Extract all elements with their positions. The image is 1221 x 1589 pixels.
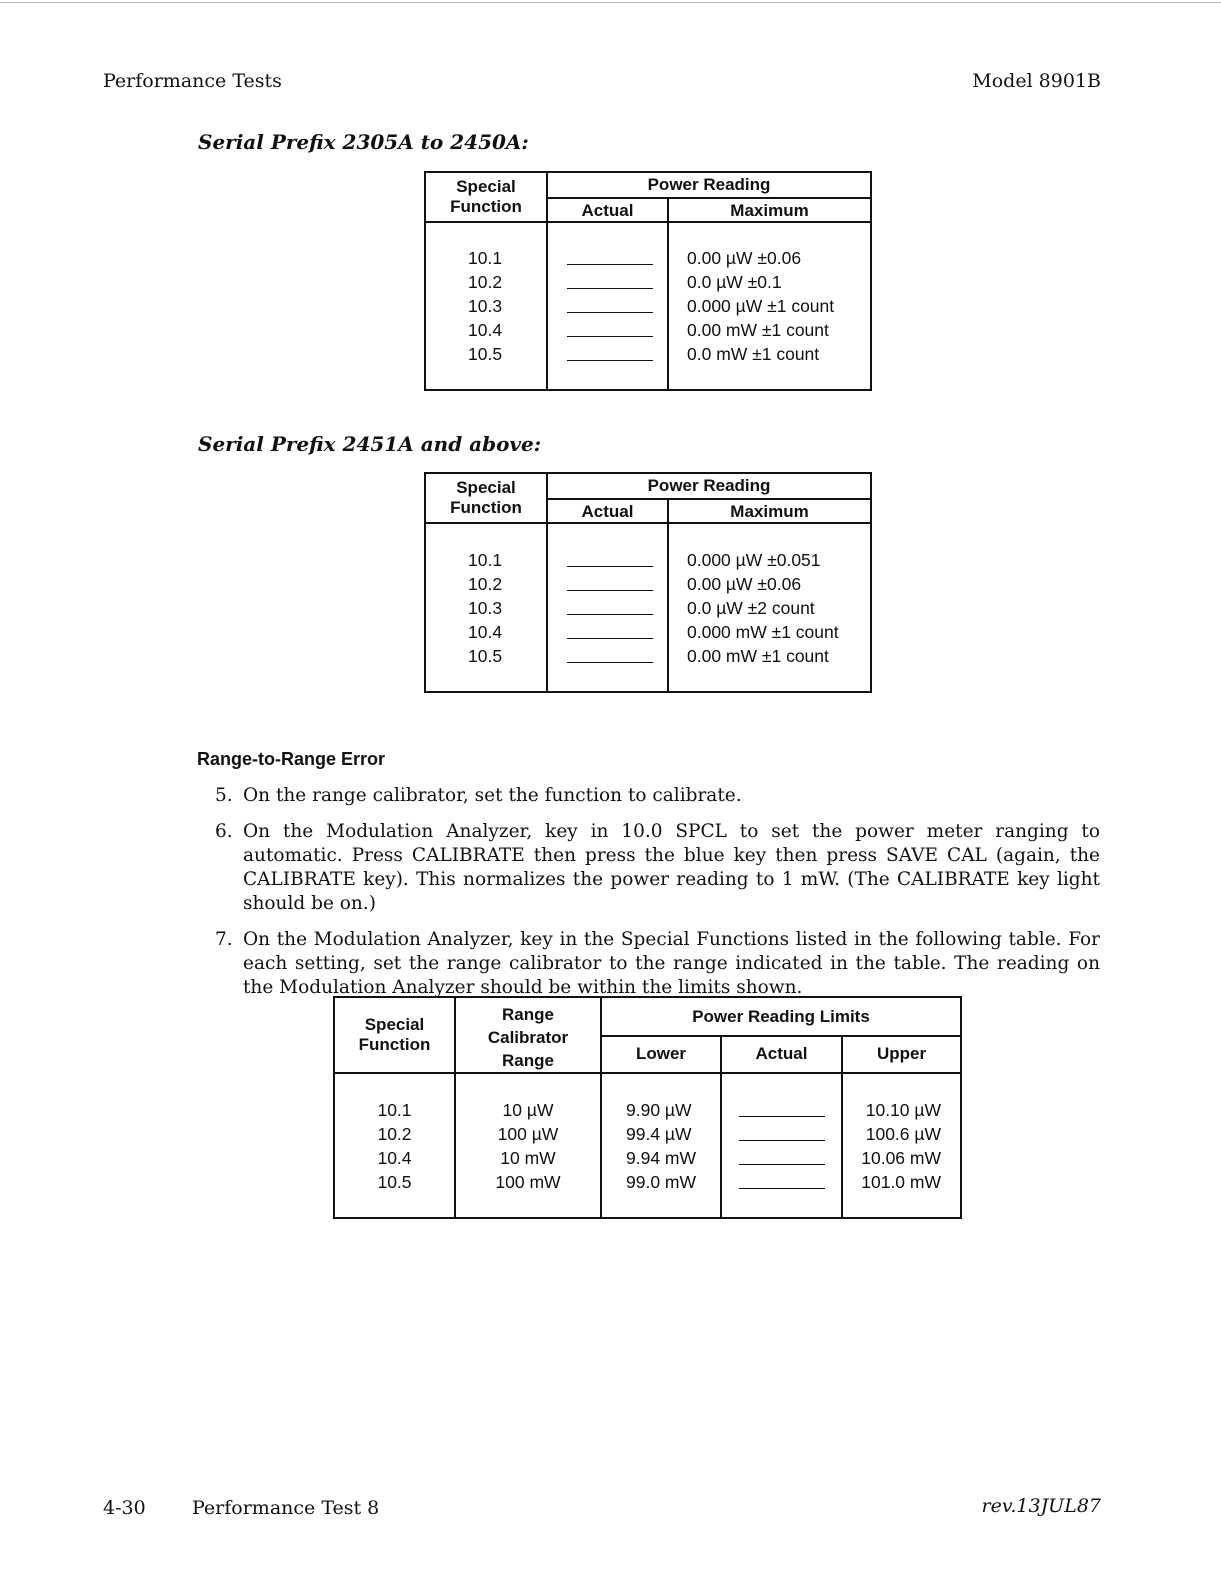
table3-divider-range xyxy=(600,998,602,1217)
table1-fn: 10.2 xyxy=(468,272,503,292)
table1-col-actual xyxy=(567,246,653,366)
table3-lower: 99.4 µW xyxy=(626,1124,692,1144)
table2-fn: 10.1 xyxy=(468,550,503,570)
table3-range: 100 mW xyxy=(495,1172,561,1192)
table2-header-maximum: Maximum xyxy=(730,502,809,521)
table3-upper: 10.10 µW xyxy=(865,1100,941,1120)
table3 xyxy=(333,996,962,1219)
table2-caption: Serial Prefix 2451A and above: xyxy=(198,432,542,456)
actual-entry-blank[interactable] xyxy=(567,270,653,294)
table1-fn: 10.5 xyxy=(468,344,503,364)
top-rule xyxy=(0,2,1221,3)
actual-entry-blank[interactable] xyxy=(567,548,653,572)
table1-divider-group xyxy=(546,197,870,199)
actual-entry-blank[interactable] xyxy=(567,644,653,668)
actual-entry-blank[interactable] xyxy=(567,620,653,644)
table2 xyxy=(424,472,872,693)
table3-col-range xyxy=(456,1098,600,1194)
table2-fn: 10.2 xyxy=(468,574,503,594)
table3-header-range-line2: Calibrator xyxy=(487,1028,569,1047)
actual-entry-blank[interactable] xyxy=(567,318,653,342)
table2-fn: 10.4 xyxy=(468,622,503,642)
table1-fn: 10.1 xyxy=(468,248,503,268)
table1-header-group: Power Reading xyxy=(647,175,771,194)
table1-max: 0.0 µW ±0.1 xyxy=(687,272,782,292)
table2-header-special-line1: Special xyxy=(456,478,516,497)
procedure-step xyxy=(215,784,1100,808)
step-text: On the Modulation Analyzer, key in 10.0 SPCL to set the power meter ranging to automatic. Press CALIBRATE then press the blue key then press SAVE CAL (again, the CALIBRATE key). This normalizes the power reading to 1 mW. (The CALIBRATE key light should be on.) xyxy=(243,821,1100,914)
table1-header-special-line1: Special xyxy=(456,177,516,196)
table2-max: 0.000 mW ±1 count xyxy=(687,622,839,642)
table1-fn: 10.3 xyxy=(468,296,503,316)
step-number: 6. xyxy=(215,821,233,842)
table3-header-group: Power Reading Limits xyxy=(692,1007,870,1026)
table3-header-special-line2: Function xyxy=(358,1035,431,1054)
table1-max: 0.00 µW ±0.06 xyxy=(687,248,802,268)
table2-divider-group xyxy=(546,498,870,500)
table1-caption: Serial Prefix 2305A to 2450A: xyxy=(198,130,529,154)
procedure-step xyxy=(215,820,1100,916)
table2-fn: 10.5 xyxy=(468,646,503,666)
table1-header-actual: Actual xyxy=(581,201,634,220)
table3-upper: 10.06 mW xyxy=(861,1148,941,1168)
table2-max: 0.00 µW ±0.06 xyxy=(687,574,802,594)
table3-header-upper: Upper xyxy=(876,1044,927,1063)
table3-range: 10 mW xyxy=(500,1148,556,1168)
table1-header-special-line2: Function xyxy=(450,197,522,216)
table3-divider-header xyxy=(335,1072,960,1074)
page-number: 4-30 xyxy=(103,1497,146,1519)
table1-max: 0.00 mW ±1 count xyxy=(687,320,829,340)
table3-col-actual xyxy=(739,1098,825,1194)
table3-header-special-line1: Special xyxy=(364,1015,425,1034)
table1 xyxy=(424,171,872,391)
table3-range: 10 µW xyxy=(502,1100,554,1120)
table2-header-special xyxy=(426,478,546,518)
table3-fn: 10.2 xyxy=(377,1124,412,1144)
table2-col-function xyxy=(468,548,502,668)
table3-fn: 10.1 xyxy=(377,1100,412,1120)
table1-fn: 10.4 xyxy=(468,320,503,340)
table1-max: 0.000 µW ±1 count xyxy=(687,296,835,316)
actual-entry-blank[interactable] xyxy=(567,596,653,620)
actual-entry-blank[interactable] xyxy=(739,1170,825,1194)
table1-divider-actual xyxy=(667,197,669,389)
revision-date: rev.13JUL87 xyxy=(981,1495,1101,1517)
table1-header-maximum: Maximum xyxy=(730,201,809,220)
table2-header-group: Power Reading xyxy=(647,476,771,495)
procedure-steps xyxy=(215,784,1100,1012)
table2-header-special-line2: Function xyxy=(450,498,522,517)
table3-divider-group xyxy=(600,1035,960,1037)
running-header-left: Performance Tests xyxy=(103,70,282,92)
step-number: 7. xyxy=(215,929,233,950)
footer-title: Performance Test 8 xyxy=(192,1497,380,1519)
table2-col-actual xyxy=(567,548,653,668)
section-heading: Range-to-Range Error xyxy=(197,749,386,769)
table1-header-special xyxy=(426,177,546,217)
table3-header-special xyxy=(335,1015,454,1055)
table3-col-upper xyxy=(843,1098,941,1194)
table1-col-function xyxy=(468,246,502,366)
actual-entry-blank[interactable] xyxy=(567,342,653,366)
table3-lower: 9.90 µW xyxy=(626,1100,692,1120)
table3-upper: 101.0 mW xyxy=(861,1172,941,1192)
step-text: On the Modulation Analyzer, key in the Special Functions listed in the following table. For each setting, set the range calibrator to the range indicated in the table. The reading on the Modulation Analyzer should be within the limits shown. xyxy=(243,929,1100,998)
table3-fn: 10.5 xyxy=(377,1172,412,1192)
table2-max: 0.0 µW ±2 count xyxy=(687,598,815,618)
table3-range: 100 µW xyxy=(497,1124,559,1144)
table2-divider-header xyxy=(426,522,870,524)
table3-lower: 9.94 mW xyxy=(626,1148,697,1168)
step-number: 5. xyxy=(215,785,233,806)
table1-divider-header xyxy=(426,221,870,223)
actual-entry-blank[interactable] xyxy=(567,246,653,270)
table3-header-actual: Actual xyxy=(755,1044,808,1063)
step-text: On the range calibrator, set the function to calibrate. xyxy=(243,785,742,806)
table3-col-function xyxy=(335,1098,454,1194)
table3-header-range-line3: Range xyxy=(502,1051,554,1070)
table2-max: 0.000 µW ±0.051 xyxy=(687,550,821,570)
table2-max: 0.00 mW ±1 count xyxy=(687,646,829,666)
procedure-step xyxy=(215,928,1100,1000)
table1-col-maximum xyxy=(687,246,834,366)
table2-divider-actual xyxy=(667,498,669,691)
table3-fn: 10.4 xyxy=(377,1148,412,1168)
table2-header-actual: Actual xyxy=(581,502,634,521)
actual-entry-blank[interactable] xyxy=(739,1098,825,1122)
table3-col-lower xyxy=(626,1098,696,1194)
table2-fn: 10.3 xyxy=(468,598,503,618)
actual-entry-blank[interactable] xyxy=(739,1122,825,1146)
table3-upper: 100.6 µW xyxy=(865,1124,941,1144)
actual-entry-blank[interactable] xyxy=(739,1146,825,1170)
table3-header-range-line1: Range xyxy=(502,1005,554,1024)
table3-lower: 99.0 mW xyxy=(626,1172,697,1192)
actual-entry-blank[interactable] xyxy=(567,572,653,596)
running-header-right: Model 8901B xyxy=(972,70,1101,92)
table3-header-range xyxy=(456,1003,600,1072)
table2-col-maximum xyxy=(687,548,839,668)
table1-max: 0.0 mW ±1 count xyxy=(687,344,820,364)
table3-header-lower: Lower xyxy=(635,1044,687,1063)
actual-entry-blank[interactable] xyxy=(567,294,653,318)
